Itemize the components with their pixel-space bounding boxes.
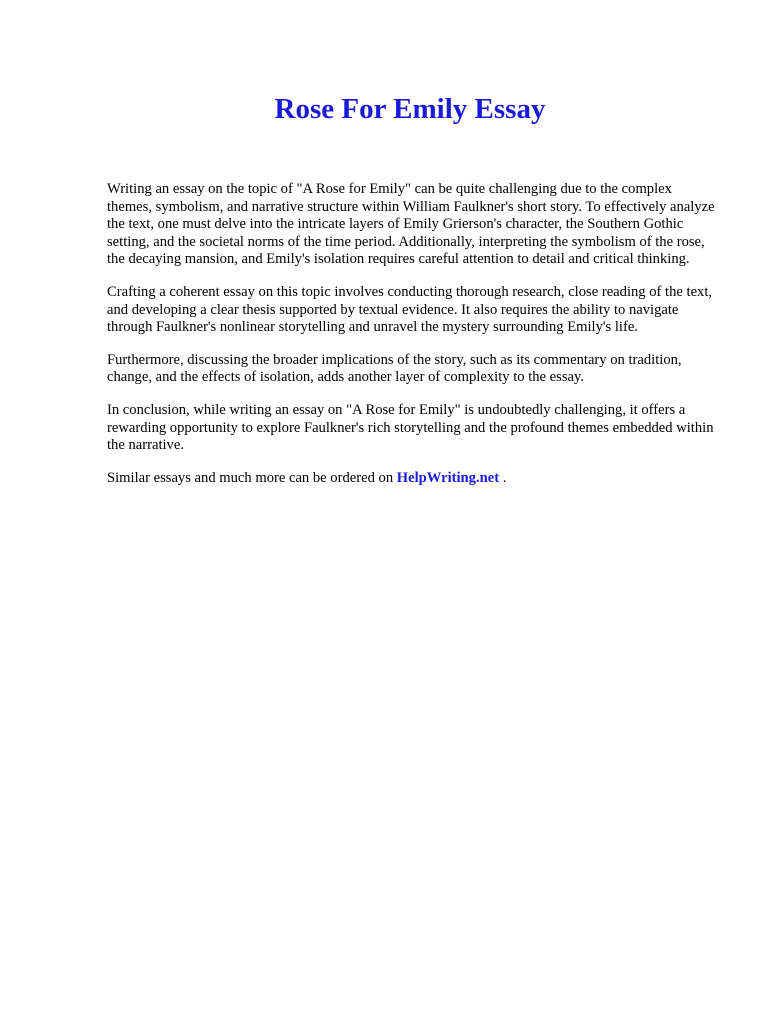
page-title: Rose For Emily Essay [274,93,546,125]
essay-body [107,181,719,502]
paragraph-3: Furthermore, discussing the broader implications of the story, such as its commentary on tradition, change, and the effects of isolation, adds another layer of complexity to the essay. [107,351,682,386]
paragraph-2: Crafting a coherent essay on this topic involves conducting thorough research, close reading of the text, and developing a clear thesis supported by textual evidence. It also requires the ability to navigate through Faulkner's nonlinear storytelling and unravel the mystery surrounding Emily's life. [107,283,713,336]
paragraph-4: In conclusion, while writing an essay on "A Rose for Emily" is undoubtedly challenging, it offers a rewarding opportunity to explore Faulkner's rich storytelling and the profound themes embedded within the narrative. [107,401,714,454]
closing-paragraph [107,470,719,488]
closing-suffix: . [499,469,507,486]
closing-prefix: Similar essays and much more can be ordered on [107,469,397,486]
helpwriting-link[interactable]: HelpWriting.net [396,469,500,486]
paragraph-1: Writing an essay on the topic of "A Rose for Emily" can be quite challenging due to the complex themes, symbolism, and narrative structure within William Faulkner's short story. To effectively analyze the text, one must delve into the intricate layers of Emily Grierson's character, the Southern Gothic setting, and the societal norms of the time period. Additionally, interpreting the symbolism of the rose, the decaying mansion, and Emily's isolation requires careful attention to detail and critical thinking. [107,181,715,268]
